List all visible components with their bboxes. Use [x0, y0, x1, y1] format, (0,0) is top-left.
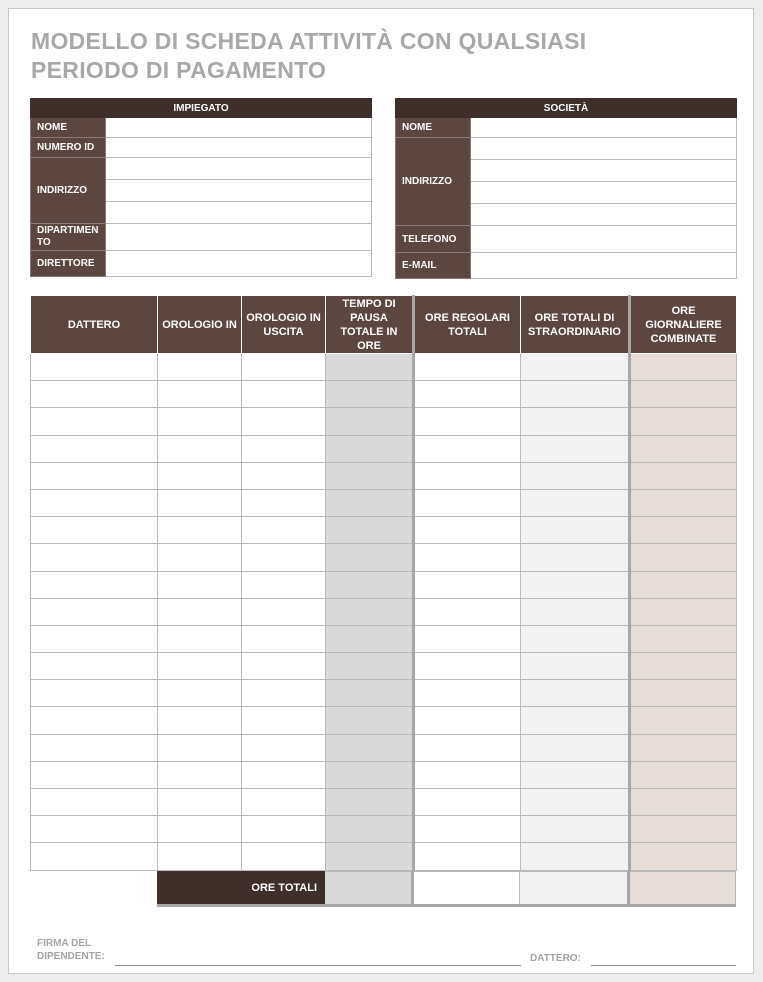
employee-address-field-2[interactable] — [106, 180, 372, 202]
clock-in-cell[interactable] — [158, 843, 242, 870]
clock-out-cell[interactable] — [242, 517, 326, 544]
date-cell[interactable] — [31, 435, 158, 462]
page-title-line-2: PERIODO DI PAGAMENTO — [31, 57, 327, 83]
regular-hours-cell[interactable] — [414, 789, 521, 816]
combined-hours-cell[interactable] — [630, 653, 737, 680]
date-cell[interactable] — [31, 462, 158, 489]
employee-id-label: NUMERO ID — [31, 138, 106, 158]
company-address-field-1[interactable] — [471, 138, 737, 160]
break-time-cell[interactable] — [326, 761, 414, 788]
employee-manager-field[interactable] — [106, 251, 372, 277]
employee-name-label: NOME — [31, 118, 106, 138]
clock-out-cell[interactable] — [242, 734, 326, 761]
table-row — [31, 517, 737, 544]
break-time-cell[interactable] — [326, 707, 414, 734]
total-regular-hours-field[interactable] — [413, 872, 520, 905]
employee-id-field[interactable] — [106, 138, 372, 158]
regular-hours-cell[interactable] — [414, 625, 521, 652]
table-row — [31, 734, 737, 761]
combined-hours-cell[interactable] — [630, 381, 737, 408]
overtime-hours-cell[interactable] — [521, 408, 630, 435]
clock-in-cell[interactable] — [158, 598, 242, 625]
company-name-label: NOME — [396, 118, 471, 138]
overtime-hours-cell[interactable] — [521, 789, 630, 816]
combined-hours-cell[interactable] — [630, 816, 737, 843]
clock-in-cell[interactable] — [158, 625, 242, 652]
clock-out-cell[interactable] — [242, 381, 326, 408]
overtime-hours-cell[interactable] — [521, 435, 630, 462]
clock-in-cell[interactable] — [158, 517, 242, 544]
clock-in-cell[interactable] — [158, 653, 242, 680]
regular-hours-cell[interactable] — [414, 489, 521, 516]
clock-out-cell[interactable] — [242, 625, 326, 652]
clock-in-cell[interactable] — [158, 381, 242, 408]
company-email-label: E-MAIL — [396, 253, 471, 279]
table-row — [31, 598, 737, 625]
table-row — [31, 571, 737, 598]
clock-out-cell[interactable] — [242, 544, 326, 571]
clock-out-cell[interactable] — [242, 816, 326, 843]
page-title — [31, 27, 586, 85]
table-row — [31, 462, 737, 489]
employee-address-field-3[interactable] — [106, 202, 372, 224]
break-time-cell[interactable] — [326, 598, 414, 625]
date-cell[interactable] — [31, 653, 158, 680]
company-phone-label: TELEFONO — [396, 226, 471, 253]
timesheet-header-row — [31, 296, 737, 354]
date-cell[interactable] — [31, 408, 158, 435]
timesheet-page — [8, 8, 754, 974]
clock-in-cell[interactable] — [158, 571, 242, 598]
totals-table — [157, 871, 736, 905]
break-time-cell[interactable] — [326, 816, 414, 843]
overtime-hours-cell[interactable] — [521, 354, 630, 381]
clock-out-cell[interactable] — [242, 653, 326, 680]
date-cell[interactable] — [31, 761, 158, 788]
total-overtime-hours-field[interactable] — [520, 872, 629, 905]
overtime-hours-cell[interactable] — [521, 381, 630, 408]
break-time-cell[interactable] — [326, 489, 414, 516]
company-phone-field[interactable] — [471, 226, 737, 253]
col-header-regular-hours: ORE REGOLARI TOTALI — [414, 296, 521, 354]
regular-hours-cell[interactable] — [414, 816, 521, 843]
combined-hours-cell[interactable] — [630, 598, 737, 625]
combined-hours-cell[interactable] — [630, 571, 737, 598]
col-header-break-time: TEMPO DI PAUSA TOTALE IN ORE — [326, 296, 414, 354]
col-header-overtime-hours: ORE TOTALI DI STRAORDINARIO — [521, 296, 630, 354]
combined-hours-cell[interactable] — [630, 435, 737, 462]
overtime-hours-cell[interactable] — [521, 734, 630, 761]
break-time-cell[interactable] — [326, 680, 414, 707]
combined-hours-cell[interactable] — [630, 408, 737, 435]
regular-hours-cell[interactable] — [414, 598, 521, 625]
overtime-hours-cell[interactable] — [521, 816, 630, 843]
company-address-field-3[interactable] — [471, 182, 737, 204]
clock-out-cell[interactable] — [242, 761, 326, 788]
regular-hours-cell[interactable] — [414, 707, 521, 734]
date-cell[interactable] — [31, 571, 158, 598]
employee-info-table — [30, 98, 372, 277]
regular-hours-cell[interactable] — [414, 462, 521, 489]
total-break-time-field[interactable] — [325, 872, 413, 905]
combined-hours-cell[interactable] — [630, 489, 737, 516]
overtime-hours-cell[interactable] — [521, 462, 630, 489]
regular-hours-cell[interactable] — [414, 734, 521, 761]
break-time-cell[interactable] — [326, 517, 414, 544]
clock-out-cell[interactable] — [242, 571, 326, 598]
totals-label: ORE TOTALI — [158, 872, 325, 905]
date-cell[interactable] — [31, 707, 158, 734]
overtime-hours-cell[interactable] — [521, 680, 630, 707]
timesheet-table — [30, 295, 737, 871]
date-cell[interactable] — [31, 517, 158, 544]
overtime-hours-cell[interactable] — [521, 707, 630, 734]
clock-in-cell[interactable] — [158, 462, 242, 489]
clock-out-cell[interactable] — [242, 435, 326, 462]
table-row — [31, 544, 737, 571]
clock-out-cell[interactable] — [242, 680, 326, 707]
date-cell[interactable] — [31, 734, 158, 761]
clock-out-cell[interactable] — [242, 462, 326, 489]
clock-out-cell[interactable] — [242, 408, 326, 435]
overtime-hours-cell[interactable] — [521, 544, 630, 571]
break-time-cell[interactable] — [326, 354, 414, 381]
date-cell[interactable] — [31, 381, 158, 408]
company-name-field[interactable] — [471, 118, 737, 138]
col-header-date: DATTERO — [31, 296, 158, 354]
overtime-hours-cell[interactable] — [521, 571, 630, 598]
break-time-cell[interactable] — [326, 408, 414, 435]
col-header-clock-out: OROLOGIO IN USCITA — [242, 296, 326, 354]
employee-signature-label: FIRMA DEL DIPENDENTE: — [37, 938, 105, 962]
combined-hours-cell[interactable] — [630, 761, 737, 788]
clock-out-cell[interactable] — [242, 789, 326, 816]
clock-in-cell[interactable] — [158, 816, 242, 843]
break-time-cell[interactable] — [326, 435, 414, 462]
regular-hours-cell[interactable] — [414, 843, 521, 870]
combined-hours-cell[interactable] — [630, 707, 737, 734]
table-row — [31, 381, 737, 408]
table-row — [31, 625, 737, 652]
table-row — [31, 354, 737, 381]
table-row — [31, 761, 737, 788]
break-time-cell[interactable] — [326, 789, 414, 816]
combined-hours-cell[interactable] — [630, 462, 737, 489]
clock-out-cell[interactable] — [242, 354, 326, 381]
table-row — [31, 680, 737, 707]
regular-hours-cell[interactable] — [414, 408, 521, 435]
break-time-cell[interactable] — [326, 544, 414, 571]
regular-hours-cell[interactable] — [414, 517, 521, 544]
date-cell[interactable] — [31, 544, 158, 571]
overtime-hours-cell[interactable] — [521, 598, 630, 625]
clock-out-cell[interactable] — [242, 707, 326, 734]
employee-manager-label: DIRETTORE — [31, 251, 106, 277]
clock-out-cell[interactable] — [242, 598, 326, 625]
date-cell[interactable] — [31, 843, 158, 870]
employee-name-field[interactable] — [106, 118, 372, 138]
col-header-combined-hours: ORE GIORNALIERE COMBINATE — [630, 296, 737, 354]
clock-in-cell[interactable] — [158, 354, 242, 381]
date-cell[interactable] — [31, 489, 158, 516]
clock-in-cell[interactable] — [158, 489, 242, 516]
clock-in-cell[interactable] — [158, 680, 242, 707]
overtime-hours-cell[interactable] — [521, 517, 630, 544]
table-row — [31, 789, 737, 816]
employee-department-label: DIPARTIMEN TO — [31, 224, 106, 251]
regular-hours-cell[interactable] — [414, 381, 521, 408]
overtime-hours-cell[interactable] — [521, 653, 630, 680]
break-time-cell[interactable] — [326, 462, 414, 489]
employee-signature-line[interactable] — [115, 965, 521, 966]
date-cell[interactable] — [31, 789, 158, 816]
regular-hours-cell[interactable] — [414, 544, 521, 571]
table-row — [31, 843, 737, 870]
date-cell[interactable] — [31, 816, 158, 843]
overtime-hours-cell[interactable] — [521, 843, 630, 870]
date-cell[interactable] — [31, 625, 158, 652]
break-time-cell[interactable] — [326, 625, 414, 652]
regular-hours-cell[interactable] — [414, 354, 521, 381]
clock-in-cell[interactable] — [158, 435, 242, 462]
company-email-field[interactable] — [471, 253, 737, 279]
company-address-field-4[interactable] — [471, 204, 737, 226]
totals-divider — [157, 904, 736, 907]
break-time-cell[interactable] — [326, 843, 414, 870]
regular-hours-cell[interactable] — [414, 653, 521, 680]
regular-hours-cell[interactable] — [414, 761, 521, 788]
break-time-cell[interactable] — [326, 381, 414, 408]
date-cell[interactable] — [31, 598, 158, 625]
combined-hours-cell[interactable] — [630, 544, 737, 571]
employee-department-field[interactable] — [106, 224, 372, 251]
overtime-hours-cell[interactable] — [521, 761, 630, 788]
table-row — [31, 408, 737, 435]
employee-address-field-1[interactable] — [106, 158, 372, 180]
combined-hours-cell[interactable] — [630, 354, 737, 381]
regular-hours-cell[interactable] — [414, 680, 521, 707]
clock-in-cell[interactable] — [158, 734, 242, 761]
combined-hours-cell[interactable] — [630, 680, 737, 707]
clock-in-cell[interactable] — [158, 408, 242, 435]
date-cell[interactable] — [31, 354, 158, 381]
employee-header: IMPIEGATO — [31, 99, 372, 118]
company-address-field-2[interactable] — [471, 160, 737, 182]
break-time-cell[interactable] — [326, 734, 414, 761]
date-line[interactable] — [591, 965, 736, 966]
overtime-hours-cell[interactable] — [521, 489, 630, 516]
clock-in-cell[interactable] — [158, 789, 242, 816]
date-cell[interactable] — [31, 680, 158, 707]
regular-hours-cell[interactable] — [414, 571, 521, 598]
combined-hours-cell[interactable] — [630, 789, 737, 816]
table-row — [31, 435, 737, 462]
break-time-cell[interactable] — [326, 653, 414, 680]
page-title-line-1: MODELLO DI SCHEDA ATTIVITÀ CON QUALSIASI — [31, 28, 587, 54]
overtime-hours-cell[interactable] — [521, 625, 630, 652]
date-label: DATTERO: — [530, 953, 581, 964]
employee-address-label: INDIRIZZO — [31, 158, 106, 224]
clock-in-cell[interactable] — [158, 707, 242, 734]
totals-row — [158, 872, 736, 905]
table-row — [31, 816, 737, 843]
combined-hours-cell[interactable] — [630, 517, 737, 544]
combined-hours-cell[interactable] — [630, 625, 737, 652]
company-address-label: INDIRIZZO — [396, 138, 471, 226]
table-row — [31, 653, 737, 680]
clock-in-cell[interactable] — [158, 544, 242, 571]
clock-in-cell[interactable] — [158, 761, 242, 788]
regular-hours-cell[interactable] — [414, 435, 521, 462]
table-row — [31, 707, 737, 734]
combined-hours-cell[interactable] — [630, 734, 737, 761]
col-header-clock-in: OROLOGIO IN — [158, 296, 242, 354]
table-row — [31, 489, 737, 516]
clock-out-cell[interactable] — [242, 843, 326, 870]
clock-out-cell[interactable] — [242, 489, 326, 516]
combined-hours-cell[interactable] — [630, 843, 737, 870]
company-info-table — [395, 98, 737, 279]
total-combined-hours-field[interactable] — [629, 872, 736, 905]
break-time-cell[interactable] — [326, 571, 414, 598]
company-header: SOCIETÀ — [396, 99, 737, 118]
